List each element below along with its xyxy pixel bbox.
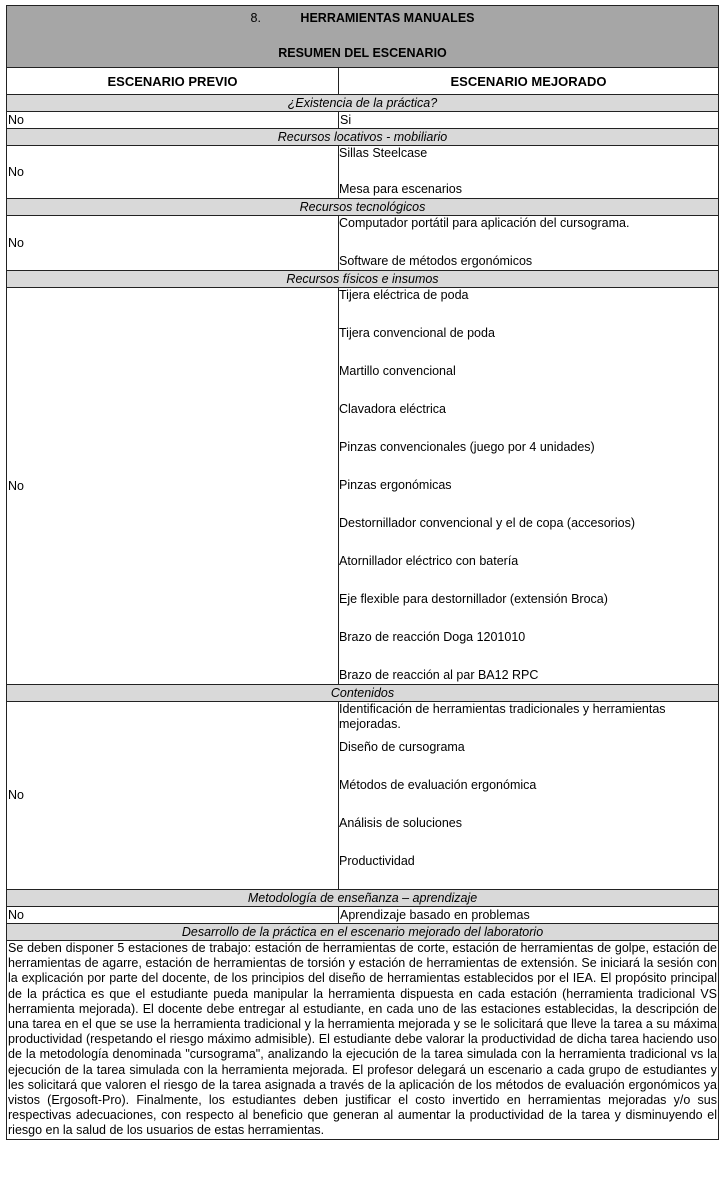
scenario-table bbox=[6, 5, 719, 1140]
desarrollo-title: Desarrollo de la práctica en el escenario mejorado del laboratorio bbox=[7, 924, 719, 941]
section-header-row bbox=[7, 924, 719, 941]
section-content-row bbox=[7, 112, 719, 129]
section-title: Metodología de enseñanza – aprendizaje bbox=[7, 890, 719, 907]
mejorado-item: Eje flexible para destornillador (extensión Broca) bbox=[339, 592, 608, 606]
section-content-row bbox=[7, 702, 719, 890]
section-title: Recursos locativos - mobiliario bbox=[7, 129, 719, 146]
mejorado-item: Atornillador eléctrico con batería bbox=[339, 554, 519, 568]
mejorado-item: Mesa para escenarios bbox=[339, 182, 462, 196]
mejorado-item: Martillo convencional bbox=[339, 364, 456, 378]
section-content-row bbox=[7, 288, 719, 685]
mejorado-item: Computador portátil para aplicación del cursograma. bbox=[339, 216, 630, 230]
mejorado-list bbox=[339, 216, 719, 271]
section-content-row bbox=[7, 146, 719, 199]
section-content-row bbox=[7, 907, 719, 924]
section-header-row bbox=[7, 95, 719, 112]
section-number: 8. bbox=[250, 11, 261, 25]
desarrollo-text: Se deben disponer 5 estaciones de trabajo: estación de herramientas de corte, estación de herramientas de golpe, estación de herramientas de agarre, estación de herramientas de torsión y estación de herramientas de extensión. Se iniciará la sesión con la explicación por parte del docente, de los principios del diseño de herramientas establecidos por el IEA. El propósito principal de la práctica es que el estudiante pueda manipular la herramienta dispuesta en cada estación (herramienta tradicional VS herramienta mejorada). El docente debe entregar al estudiante, en cada uno de las estaciones establecidas, la descripción de una tarea en el que se use la herramienta tradicional y la herramienta mejorada y se le solicitará que lleve la tarea a su máxima productividad (respetando el riesgo máximo admisible). El estudiante debe valorar la productividad de dicha tarea haciendo uso de la metodología denominada "cursograma", analizando la ejecución de la tarea simulada con la herramienta tradicional vs la ejecución de la tarea simulada con la herramienta mejorada. El profesor delegará un escenario a cada grupo de estudiantes y les solicitará que valoren el riesgo de la tarea asignada a través de la aplicación de los métodos de evaluación ergonómicos ya vistos (Ergosoft-Pro). Finalmente, los estudiantes deben justificar el costo invertido en herramientas mejoradas y/o sus respectivas adecuaciones, con respecto al beneficio que generan al aumentar la productividad de la tarea y disminuyendo el riesgo en la salud de los usuarios de estas herramientas. bbox=[8, 941, 717, 1138]
previo-value: No bbox=[7, 702, 339, 890]
section-title: Recursos físicos e insumos bbox=[7, 271, 719, 288]
mejorado-item: Sillas Steelcase bbox=[339, 146, 428, 160]
mejorado-item: Análisis de soluciones bbox=[339, 816, 462, 830]
mejorado-list bbox=[339, 288, 719, 685]
mejorado-item: Productividad bbox=[339, 854, 415, 868]
section-header-row bbox=[7, 129, 719, 146]
section-header-row bbox=[7, 271, 719, 288]
mejorado-item: Pinzas convencionales (juego por 4 unidades) bbox=[339, 440, 595, 454]
previo-value: No bbox=[7, 112, 339, 129]
mejorado-item: Brazo de reacción Doga 1201010 bbox=[339, 630, 526, 644]
previo-value: No bbox=[7, 288, 339, 685]
mejorado-item: Clavadora eléctrica bbox=[339, 402, 446, 416]
mejorado-item: Métodos de evaluación ergonómica bbox=[339, 778, 537, 792]
mejorado-item: Software de métodos ergonómicos bbox=[339, 254, 533, 268]
previo-value: No bbox=[7, 216, 339, 271]
mejorado-item: Tijera convencional de poda bbox=[339, 326, 495, 340]
title-cell bbox=[7, 6, 719, 68]
section-title: ¿Existencia de la práctica? bbox=[7, 95, 719, 112]
previo-value: No bbox=[7, 146, 339, 199]
document-subtitle: RESUMEN DEL ESCENARIO bbox=[278, 46, 447, 60]
mejorado-item: Destornillador convencional y el de copa (accesorios) bbox=[339, 516, 635, 530]
mejorado-item: Brazo de reacción al par BA12 RPC bbox=[339, 668, 539, 682]
column-header-previo: ESCENARIO PREVIO bbox=[7, 68, 339, 95]
section-header-row bbox=[7, 890, 719, 907]
mejorado-item: Identificación de herramientas tradicionales y herramientas mejoradas. bbox=[339, 702, 666, 731]
section-title: Contenidos bbox=[7, 685, 719, 702]
document-title: HERRAMIENTAS MANUALES bbox=[300, 11, 475, 25]
mejorado-item: Diseño de cursograma bbox=[339, 740, 465, 754]
mejorado-list bbox=[339, 146, 719, 199]
section-content-row bbox=[7, 216, 719, 271]
desarrollo-row bbox=[7, 941, 719, 1140]
previo-value: No bbox=[7, 907, 339, 924]
column-header-mejorado: ESCENARIO MEJORADO bbox=[339, 68, 719, 95]
section-header-row bbox=[7, 685, 719, 702]
column-header-row bbox=[7, 68, 719, 95]
section-title: Recursos tecnológicos bbox=[7, 199, 719, 216]
mejorado-value: Si bbox=[339, 112, 719, 129]
section-header-row bbox=[7, 199, 719, 216]
mejorado-list bbox=[339, 702, 719, 890]
title-row bbox=[7, 6, 719, 68]
document-page bbox=[6, 5, 718, 1140]
mejorado-value: Aprendizaje basado en problemas bbox=[339, 907, 719, 924]
mejorado-item: Pinzas ergonómicas bbox=[339, 478, 452, 492]
mejorado-item: Tijera eléctrica de poda bbox=[339, 288, 469, 302]
